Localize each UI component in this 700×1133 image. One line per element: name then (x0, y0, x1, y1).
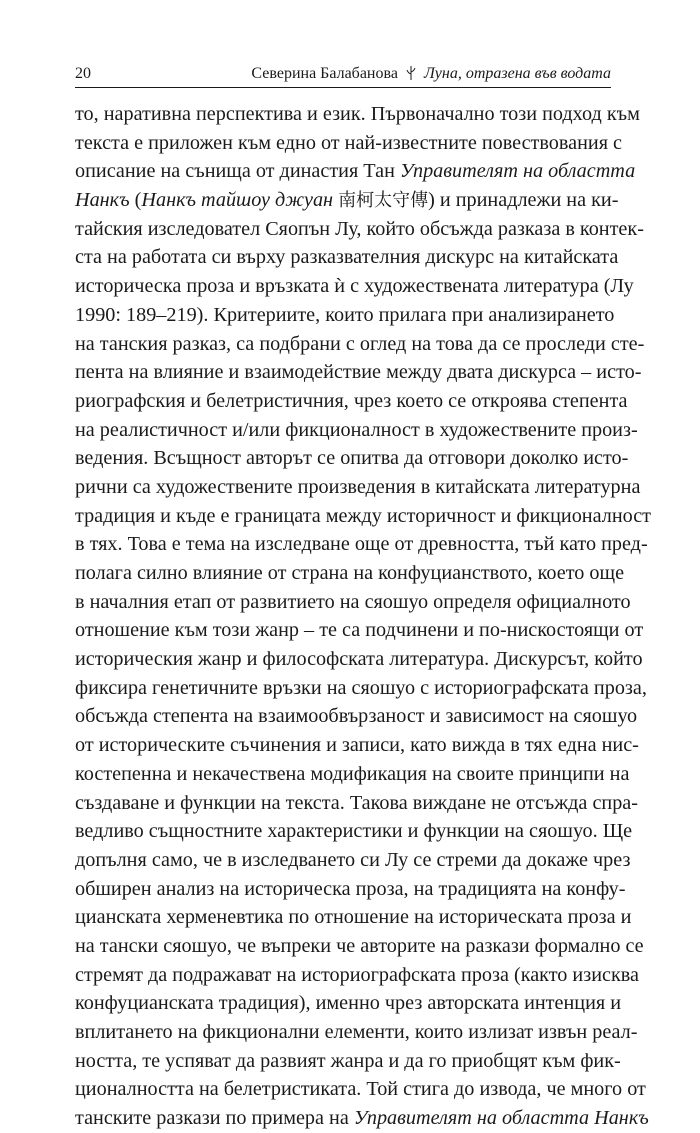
text-line (75, 846, 631, 875)
text-line (75, 961, 639, 990)
text-line (75, 215, 644, 244)
text-line (75, 530, 648, 559)
italic-title-segment: Нанкъ (75, 189, 130, 212)
text-segment: вплитането на фикционални елементи, които излизат извън реал- (75, 1021, 638, 1043)
text-line (75, 559, 625, 588)
text-segment: допълня само, че в изследването си Лу се стреми да докаже чрез (75, 848, 631, 871)
text-segment: от историческите съчинения и записи, като вижда в тях една нис- (75, 734, 639, 757)
italic-title-segment: Управителят на областта (399, 160, 636, 183)
chinese-title-segment: 南柯太守傳 (338, 190, 429, 212)
text-segment: 1990: 189–219). Критериите, които прилага при анализирането (75, 303, 615, 326)
text-line (75, 932, 644, 961)
text-segment: то, наративна перспектива и език. Първоначално този подход към (75, 103, 640, 125)
text-segment: текста е приложен към едно от най-известните повествования с (75, 131, 622, 154)
text-segment: стремят да подражават на историографската проза (както изисква (75, 963, 639, 986)
text-segment: обсъжда степента на взаимообвързаност и зависимост на сяошуо (75, 705, 638, 728)
italic-title-segment: Нанкъ тайшоу джуан (141, 189, 334, 212)
text-line (75, 789, 638, 818)
text-line (75, 387, 628, 416)
text-segment: ( (129, 189, 142, 212)
header-book-title: Луна, отразена във водата (423, 65, 611, 82)
text-segment: конфуцианската традиция), именно чрез авторската интенция и (75, 992, 622, 1015)
text-segment: ведливо същностните характеристики и функции на сяошуо. Ще (75, 820, 633, 843)
text-line (75, 157, 636, 186)
text-line (75, 1047, 621, 1076)
text-line (75, 100, 640, 129)
text-segment: рични са художествените произведения в китайската литературна (75, 475, 641, 498)
text-line (75, 817, 633, 846)
text-line (75, 473, 641, 502)
sprig-ornament-icon (406, 66, 416, 80)
text-segment: ста на работата си върху разказвателния дискурс на китайската (75, 246, 619, 269)
text-line (75, 616, 644, 645)
text-segment: отношение към този жанр – те са подчинени и по-нискостоящи от (75, 619, 644, 642)
text-segment: цианската херменевтика по отношение на историческата проза и (75, 906, 632, 929)
text-line (75, 272, 634, 301)
text-line (75, 875, 626, 904)
text-segment: на танския разказ, са подбрани с оглед на това да се проследи сте- (75, 332, 645, 355)
text-line (75, 989, 622, 1018)
text-segment: на тански сяошуо, че въпреки че авторите на разкази формално се (75, 934, 644, 957)
text-segment: фиксира генетичните връзки на сяошуо с историографската проза, (75, 676, 647, 699)
text-line (75, 502, 652, 531)
text-segment: създаване и функции на текста. Такова виждане не отсъжда спра- (75, 791, 638, 814)
text-line (75, 702, 638, 731)
text-segment: ) и принадлежи на ки- (428, 189, 619, 212)
header-right (251, 64, 611, 84)
text-line (75, 243, 619, 272)
text-segment: традиция и къде е границата между историчност и фикционалност (75, 504, 652, 527)
text-segment: историческия жанр и философската литература. Дискурсът, който (75, 648, 643, 671)
text-line (75, 129, 622, 158)
text-segment: костепенна и некачествена модификация на своите принципи на (75, 762, 630, 785)
text-line (75, 760, 630, 789)
text-line (75, 1018, 638, 1047)
text-line (75, 903, 632, 932)
text-segment: в началния етап от развитието на сяошуо определя официалното (75, 590, 631, 613)
text-segment: историческа проза и връзката ѝ с художествената литература (Лу (75, 275, 634, 298)
text-segment: ността, те успяват да развият жанра и да го приобщят към фик- (75, 1049, 621, 1072)
text-segment: описание на сънища от династия Тан (75, 160, 400, 183)
text-segment: на реалистичност и/или фикционалност в художествените произ- (75, 418, 638, 441)
text-line (75, 301, 615, 330)
page-number: 20 (75, 65, 91, 82)
text-line (75, 1104, 649, 1133)
text-line (75, 186, 619, 215)
body-text (75, 100, 652, 1133)
text-segment: пента на влияние и взаимодействие между двата дискурса – исто- (75, 361, 642, 384)
text-segment: в тях. Това е тема на изследване още от древността, тъй като пред- (75, 533, 648, 556)
text-line (75, 416, 638, 445)
text-segment: танските разкази по примера на (75, 1107, 354, 1130)
text-line (75, 358, 642, 387)
text-line (75, 674, 647, 703)
text-line (75, 731, 639, 760)
text-segment: обширен анализ на историческа проза, на традицията на конфу- (75, 877, 626, 900)
text-segment: тайския изследовател Сяопън Лу, който обсъжда разказа в контек- (75, 217, 644, 240)
italic-title-segment: Управителят на областта Нанкъ (353, 1107, 649, 1130)
text-segment: полага силно влияние от страна на конфуцианството, което още (75, 562, 625, 584)
text-segment: риографския и белетристичния, чрез което се откроява степента (75, 389, 628, 412)
text-line (75, 1075, 646, 1104)
header-author: Северина Балабанова (251, 65, 398, 82)
text-segment: ционалността на белетристиката. Той стига до извода, че много от (75, 1078, 646, 1101)
text-line (75, 645, 643, 674)
running-head (75, 63, 611, 88)
text-line (75, 444, 629, 473)
text-line (75, 588, 631, 617)
text-segment: ведения. Всъщност авторът се опитва да отговори доколко исто- (75, 447, 629, 470)
text-line (75, 330, 645, 359)
